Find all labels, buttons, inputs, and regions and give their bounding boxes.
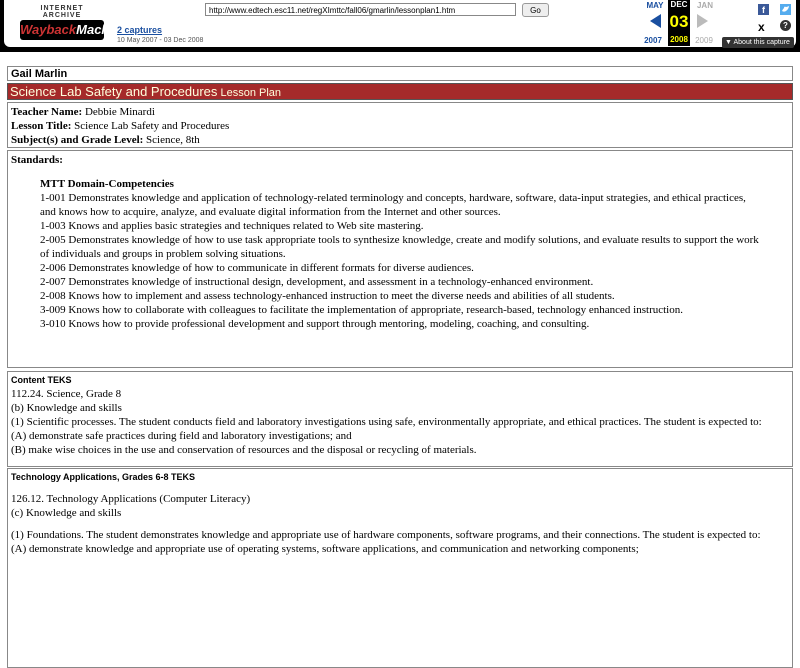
list-item: (c) Knowledge and skills xyxy=(11,507,122,519)
list-item: 126.12. Technology Applications (Computer Literacy) xyxy=(11,493,251,505)
standards-heading: Standards: xyxy=(11,154,63,166)
technology-teks-heading: Technology Applications, Grades 6-8 TEKS xyxy=(11,472,196,482)
list-item: (1) Foundations. The student demonstrates knowledge and appropriate use of hardware components, software programs, and their connections. The student is expected to: xyxy=(11,529,761,541)
subject-row: Subject(s) and Grade Level: Science, 8th xyxy=(11,134,200,146)
captures-link[interactable]: 2 captures xyxy=(117,25,163,35)
wayback-logo[interactable] xyxy=(20,5,129,41)
lesson-page xyxy=(7,66,793,668)
url-input[interactable]: http://www.edtech.esc11.net/regXImttc/fall06/gmarlin/lessonplan1.htm xyxy=(205,3,516,16)
about-capture-button[interactable]: ▼ About this capture xyxy=(722,37,794,48)
wayback-machine-wordmark: WaybackMachine xyxy=(20,20,104,40)
help-icon[interactable]: ? xyxy=(780,20,791,31)
next-capture-arrow-icon xyxy=(697,14,708,28)
prev-month-link[interactable]: MAY xyxy=(646,1,664,10)
current-year: 2008 xyxy=(668,34,690,46)
content-teks-section xyxy=(7,371,793,467)
list-item: 2-005 Demonstrates knowledge of how to use task appropriate tools to synthesize knowledge, create and modify solutions, and evaluate results to support the work of individuals and groups in problem solving situations. xyxy=(40,234,759,260)
lesson-plan-label: Lesson Plan xyxy=(217,87,282,99)
lesson-title-bar xyxy=(7,83,793,100)
list-item: 3-009 Knows how to collaborate with colleagues to facilitate the implementation of appropriate, research-based, technology enhanced instruction. xyxy=(40,304,683,316)
list-item: (b) Knowledge and skills xyxy=(11,402,122,414)
technology-teks-section xyxy=(7,468,793,668)
teacher-row: Teacher Name: Debbie Minardi xyxy=(11,106,155,118)
list-item: (1) Scientific processes. The student conducts field and laboratory investigations using safe, environmentally appropriate, and ethical practices. The student is expected to: xyxy=(11,416,762,428)
author-name: Gail Marlin xyxy=(7,66,793,81)
mtt-heading: MTT Domain-Competencies xyxy=(40,178,174,190)
twitter-icon[interactable] xyxy=(780,4,791,15)
current-month: DEC xyxy=(668,0,690,10)
capture-range: 10 May 2007 - 03 Dec 2008 xyxy=(117,37,204,44)
list-item: 112.24. Science, Grade 8 xyxy=(11,388,122,400)
list-item: (B) make wise choices in the use and conservation of resources and the disposal or recycling of materials. xyxy=(11,444,477,456)
list-item: 1-003 Knows and applies basic strategies and techniques related to Web site mastering. xyxy=(40,220,424,232)
list-item: 2-006 Demonstrates knowledge of how to communicate in different formats for diverse audiences. xyxy=(40,262,474,274)
lesson-title-row: Lesson Title: Science Lab Safety and Procedures xyxy=(11,120,230,132)
current-day: 03 xyxy=(668,10,690,34)
list-item: (A) demonstrate knowledge and appropriate use of operating systems, software applications, and communication and networking components; xyxy=(11,543,639,555)
next-month: JAN xyxy=(696,1,713,10)
close-icon[interactable]: x xyxy=(758,20,765,34)
lesson-info xyxy=(7,102,793,148)
facebook-icon[interactable]: f xyxy=(758,4,769,15)
prev-capture-arrow-icon[interactable] xyxy=(650,14,661,28)
next-year: 2009 xyxy=(695,36,713,45)
lesson-title: Science Lab Safety and Procedures xyxy=(10,84,218,99)
content-teks-heading: Content TEKS xyxy=(11,375,72,385)
mtt-competencies xyxy=(40,177,760,331)
list-item: 2-008 Knows how to implement and assess technology-enhanced instruction to meet the diverse needs and abilities of all students. xyxy=(40,290,615,302)
list-item: 3-010 Knows how to provide professional development and support through mentoring, modeling, coaching, and consulting. xyxy=(40,318,590,330)
list-item: 1-001 Demonstrates knowledge and application of technology-related terminology and concepts, hardware, software, data-input strategies, and ethical practices, and knows how to acquire, analyze, and evaluate digital information from the Internet and other sources. xyxy=(40,192,746,218)
prev-year-link[interactable]: 2007 xyxy=(644,36,662,45)
standards-section xyxy=(7,150,793,368)
internet-archive-text: INTERNET ARCHIVE xyxy=(40,5,84,19)
wayback-toolbar xyxy=(0,0,800,52)
list-item: (A) demonstrate safe practices during field and laboratory investigations; and xyxy=(11,430,352,442)
wayback-toolbar-panel xyxy=(4,0,796,47)
go-button[interactable]: Go xyxy=(522,3,549,17)
list-item: 2-007 Demonstrates knowledge of instructional design, development, and assessment in a technology-enhanced environment. xyxy=(40,276,594,288)
